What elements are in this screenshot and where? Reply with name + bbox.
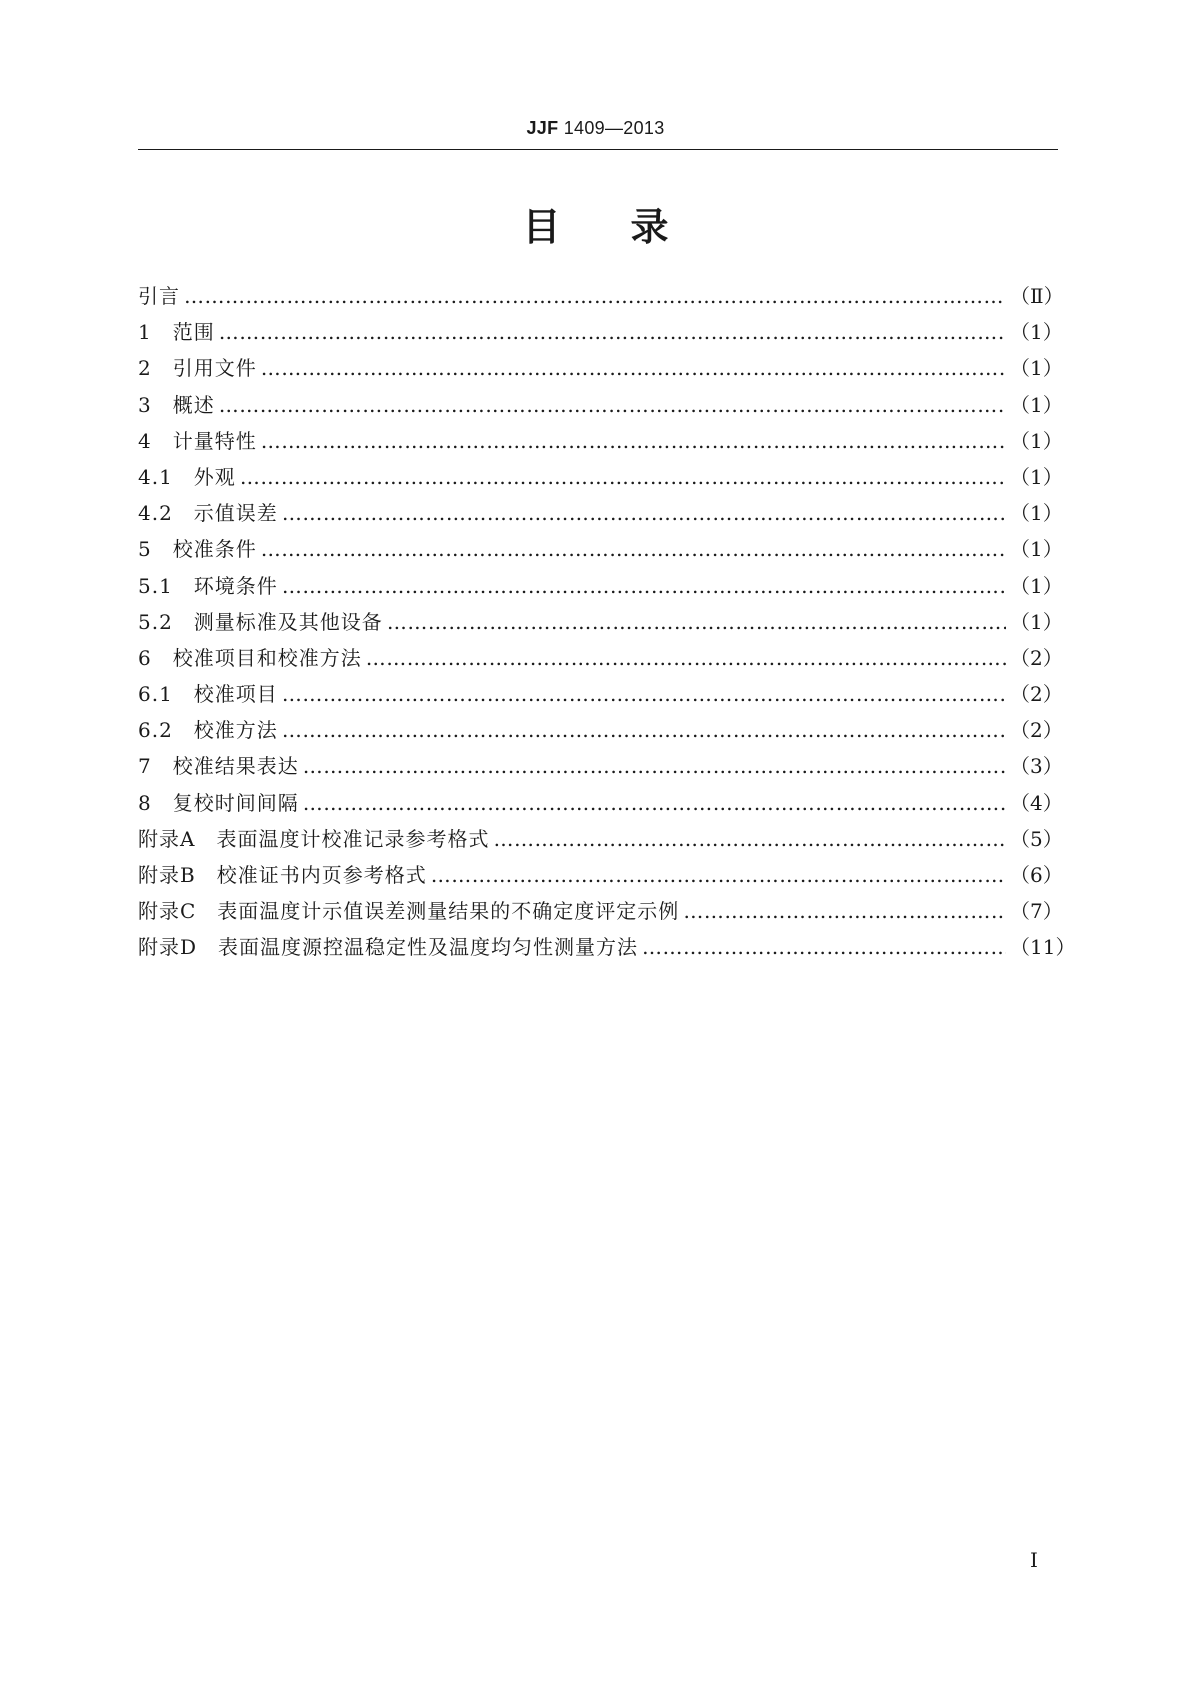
toc-entry-page: （11）	[1010, 935, 1076, 960]
toc-entry-label: 6.1 校准项目	[138, 682, 278, 707]
toc-entry-label: 附录C 表面温度计示值误差测量结果的不确定度评定示例	[138, 899, 680, 924]
toc-entry[interactable]	[138, 676, 1063, 712]
toc-entry-page: （2）	[1010, 718, 1063, 743]
toc-dot-leader	[240, 459, 1006, 495]
toc-entry-label: 5 校准条件	[138, 537, 257, 562]
toc-entry-label: 2 引用文件	[138, 356, 257, 381]
toc-entry-page: （1）	[1010, 537, 1063, 562]
toc-entry-page: （4）	[1010, 790, 1063, 815]
standard-number: 1409—2013	[563, 118, 665, 138]
toc-entry-label: 4 计量特性	[138, 428, 257, 453]
toc-entry-page: （Ⅱ）	[1010, 284, 1064, 308]
toc-entry[interactable]	[138, 785, 1063, 821]
toc-entry-label: 3 概述	[138, 392, 215, 417]
toc-entry[interactable]	[138, 495, 1063, 531]
toc-entry[interactable]	[138, 640, 1063, 676]
toc-dot-leader	[282, 676, 1006, 712]
toc-dot-leader	[219, 314, 1006, 350]
toc-entry[interactable]	[138, 712, 1063, 748]
toc-entry-page: （2）	[1010, 682, 1063, 707]
toc-dot-leader	[642, 929, 1006, 965]
toc-dot-leader	[303, 748, 1006, 784]
toc-dot-leader	[282, 495, 1006, 531]
toc-dot-leader	[261, 423, 1006, 459]
page-number: Ⅰ	[1030, 1548, 1038, 1572]
toc-entry[interactable]	[138, 531, 1063, 567]
toc-entry-page: （6）	[1010, 863, 1063, 887]
toc-entry-label: 附录B 校准证书内页参考格式	[138, 863, 427, 887]
toc-dot-leader	[282, 568, 1006, 604]
toc-entry[interactable]	[138, 278, 1064, 314]
toc-entry-label: 7 校准结果表达	[138, 754, 299, 779]
toc-entry-page: （1）	[1010, 573, 1063, 598]
toc-entry-page: （5）	[1010, 826, 1063, 851]
toc-dot-leader	[219, 387, 1006, 423]
toc-entry-page: （1）	[1010, 428, 1063, 453]
toc-dot-leader	[431, 857, 1006, 893]
toc-entry-label: 引言	[138, 284, 180, 308]
toc-entry-label: 1 范围	[138, 320, 215, 345]
toc-entry[interactable]	[138, 387, 1063, 423]
standard-code: JJF	[526, 118, 559, 138]
toc-entry[interactable]	[138, 350, 1063, 386]
toc-dot-leader	[184, 278, 1006, 314]
toc-entry-label: 5.1 环境条件	[138, 573, 278, 598]
toc-dot-leader	[282, 712, 1006, 748]
document-header	[0, 118, 1191, 139]
toc-entry-page: （1）	[1010, 356, 1063, 381]
toc-entry[interactable]	[138, 748, 1063, 784]
toc-dot-leader	[366, 640, 1006, 676]
toc-entry[interactable]	[138, 314, 1063, 350]
toc-entry-label: 6 校准项目和校准方法	[138, 645, 362, 670]
toc-entry[interactable]	[138, 857, 1063, 893]
toc-dot-leader	[387, 604, 1006, 640]
toc-entry[interactable]	[138, 893, 1063, 929]
toc-entry-label: 附录D 表面温度源控温稳定性及温度均匀性测量方法	[138, 935, 639, 960]
toc-dot-leader	[261, 531, 1006, 567]
toc-entry-page: （1）	[1010, 320, 1063, 345]
toc-entry-page: （1）	[1010, 464, 1063, 489]
header-rule	[138, 149, 1058, 150]
toc-dot-leader	[683, 893, 1006, 929]
toc-entry[interactable]	[138, 459, 1063, 495]
toc-entry-label: 4.2 示值误差	[138, 501, 278, 526]
toc-dot-leader	[261, 350, 1006, 386]
toc-dot-leader	[493, 821, 1006, 857]
toc-entry-label: 附录A 表面温度计校准记录参考格式	[138, 826, 490, 851]
toc-entry[interactable]	[138, 929, 1076, 965]
toc-entry-page: （3）	[1010, 754, 1063, 779]
toc-entry[interactable]	[138, 821, 1063, 857]
toc-entry[interactable]	[138, 604, 1063, 640]
table-of-contents	[138, 278, 1076, 966]
toc-entry-label: 6.2 校准方法	[138, 718, 278, 743]
toc-entry-page: （7）	[1010, 899, 1063, 924]
toc-entry[interactable]	[138, 423, 1063, 459]
toc-entry-page: （1）	[1010, 392, 1063, 417]
toc-entry-label: 5.2 测量标准及其他设备	[138, 609, 383, 634]
toc-dot-leader	[303, 785, 1006, 821]
toc-entry-page: （2）	[1010, 645, 1063, 670]
toc-entry-label: 4.1 外观	[138, 464, 236, 489]
page-title: 目录	[522, 205, 739, 249]
toc-entry-label: 8 复校时间间隔	[138, 790, 299, 815]
toc-entry-page: （1）	[1010, 501, 1063, 526]
toc-entry-page: （1）	[1010, 609, 1063, 634]
toc-entry[interactable]	[138, 568, 1063, 604]
